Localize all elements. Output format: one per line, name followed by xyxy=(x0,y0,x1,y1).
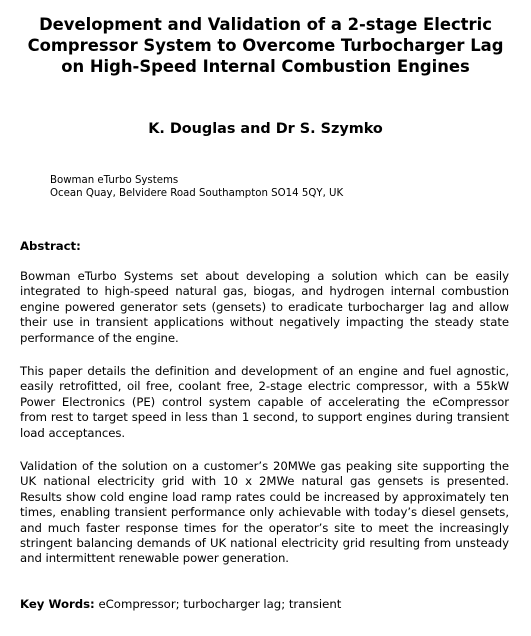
keywords-label: Key Words: xyxy=(20,597,95,611)
author-affiliation xyxy=(50,174,520,200)
affiliation-address: Ocean Quay, Belvidere Road Southampton SO14 5QY, UK xyxy=(50,188,344,199)
paper-title: Development and Validation of a 2-stage Electric Compressor System to Overcome Turbocharger Lag on High-Speed Internal Combustion Engines xyxy=(27,15,504,76)
affiliation-organization: Bowman eTurbo Systems xyxy=(50,175,179,186)
keywords-text: eCompressor; turbocharger lag; transient xyxy=(94,597,342,611)
abstract-paragraph: This paper details the definition and development of an engine and fuel agnostic, easily retrofitted, oil free, coolant free, 2-stage electric compressor, with a 55kW Power Electronics (PE) control system capable of accelerating the eCompressor from rest to target speed in less than 1 second, to support engines during transient load acceptances. xyxy=(20,364,509,440)
keywords-line xyxy=(20,597,509,612)
abstract-paragraph: Bowman eTurbo Systems set about developing a solution which can be easily integrated to high-speed natural gas, biogas, and hydrogen internal combustion engine powered generator sets (gensets) to eradicate turbocharger lag and allow their use in transient applications without negatively impacting the steady state performance of the engine. xyxy=(20,269,509,345)
paper-authors: K. Douglas and Dr S. Szymko xyxy=(148,121,383,137)
abstract-heading: Abstract: xyxy=(20,239,81,253)
abstract-paragraph: Validation of the solution on a customer’s 20MWe gas peaking site supporting the UK national electricity grid with 10 x 2MWe natural gas gensets is presented. Results show cold engine load ramp rates could be increased by approximately ten times, enabling transient performance only achievable with today’s diesel gensets, and much faster response times for the operator’s site to meet the increasingly stringent balancing demands of UK national electricity grid resulting from unsteady and intermittent renewable power generation. xyxy=(20,459,509,566)
